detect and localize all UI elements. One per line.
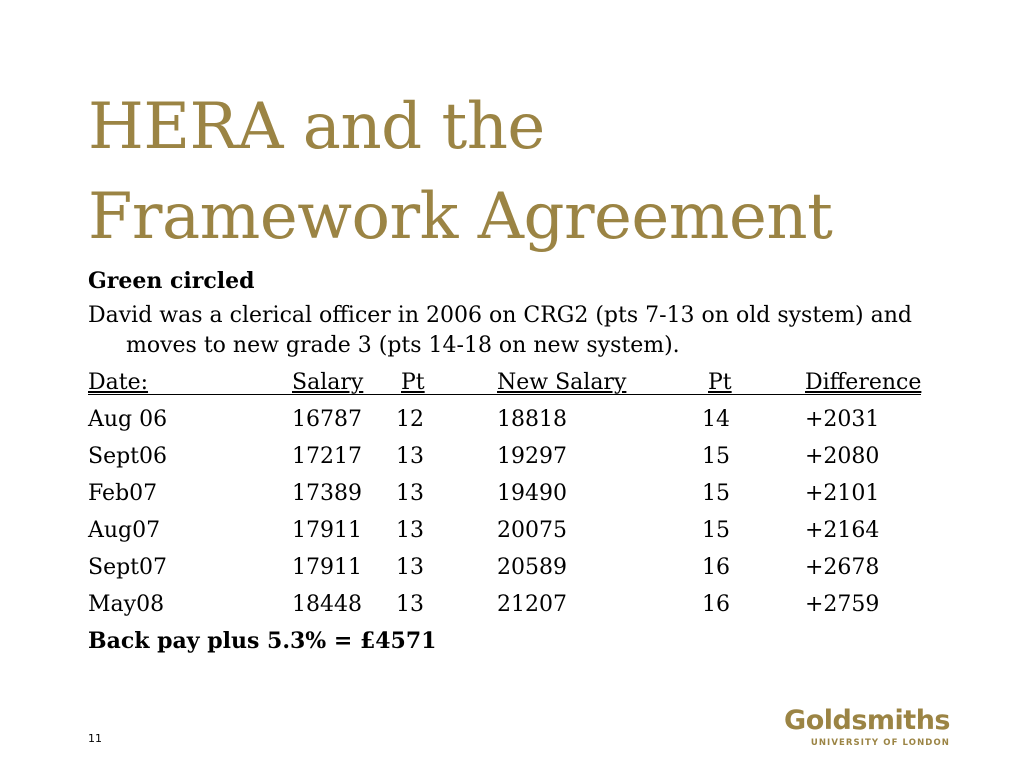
slide-body: [88, 263, 948, 660]
cell-pt: 13: [396, 481, 424, 506]
slide-title-line-1: HERA and the: [88, 90, 545, 164]
header-difference: Difference: [805, 370, 922, 395]
cell-new-pt: 16: [702, 592, 730, 617]
cell-salary: 18448: [292, 592, 362, 617]
header-new-salary: New Salary: [497, 370, 627, 395]
cell-salary: 17911: [292, 518, 362, 543]
table-row: [88, 549, 948, 586]
header-pt: Pt: [401, 370, 425, 395]
cell-difference: +2031: [805, 407, 880, 432]
cell-pt: 12: [396, 407, 424, 432]
cell-new-salary: 19490: [497, 481, 567, 506]
table-row: [88, 438, 948, 475]
table-row: [88, 475, 948, 512]
section-heading: Green circled: [88, 268, 255, 294]
cell-salary: 17217: [292, 444, 362, 469]
slide-title-line-2: Framework Agreement: [88, 180, 833, 254]
cell-date: Feb07: [88, 481, 158, 506]
logo-wordmark: Goldsmiths: [784, 705, 950, 736]
slide-title: [88, 82, 832, 262]
goldsmiths-logo: [784, 706, 950, 748]
cell-new-pt: 15: [702, 444, 730, 469]
table-row: [88, 512, 948, 549]
table-row: [88, 401, 948, 438]
back-pay-summary: Back pay plus 5.3% = £4571: [88, 628, 437, 654]
cell-new-pt: 15: [702, 481, 730, 506]
cell-new-salary: 19297: [497, 444, 567, 469]
cell-difference: +2678: [805, 555, 880, 580]
cell-pt: 13: [396, 555, 424, 580]
cell-new-salary: 20589: [497, 555, 567, 580]
header-date: Date:: [88, 370, 149, 395]
header-salary: Salary: [292, 370, 364, 395]
slide-number: 11: [88, 732, 102, 745]
cell-date: Sept07: [88, 555, 168, 580]
cell-new-salary: 20075: [497, 518, 567, 543]
cell-difference: +2164: [805, 518, 880, 543]
cell-salary: 17389: [292, 481, 362, 506]
cell-difference: +2101: [805, 481, 880, 506]
header-new-pt: Pt: [708, 370, 732, 395]
cell-pt: 13: [396, 592, 424, 617]
cell-date: Aug07: [88, 518, 161, 543]
logo-subtitle: UNIVERSITY OF LONDON: [810, 738, 950, 748]
cell-difference: +2759: [805, 592, 880, 617]
cell-new-pt: 15: [702, 518, 730, 543]
cell-pt: 13: [396, 444, 424, 469]
table-header-row: [88, 364, 948, 401]
cell-difference: +2080: [805, 444, 880, 469]
table-row: [88, 586, 948, 623]
cell-new-pt: 16: [702, 555, 730, 580]
cell-pt: 13: [396, 518, 424, 543]
cell-date: Aug 06: [88, 407, 168, 432]
cell-salary: 17911: [292, 555, 362, 580]
cell-date: May08: [88, 592, 165, 617]
cell-new-salary: 18818: [497, 407, 567, 432]
cell-new-pt: 14: [702, 407, 730, 432]
cell-salary: 16787: [292, 407, 362, 432]
cell-date: Sept06: [88, 444, 168, 469]
description-paragraph: David was a clerical officer in 2006 on CRG2 (pts 7-13 on old system) and moves to new grade 3 (pts 14-18 on new system).: [88, 303, 912, 358]
cell-new-salary: 21207: [497, 592, 567, 617]
